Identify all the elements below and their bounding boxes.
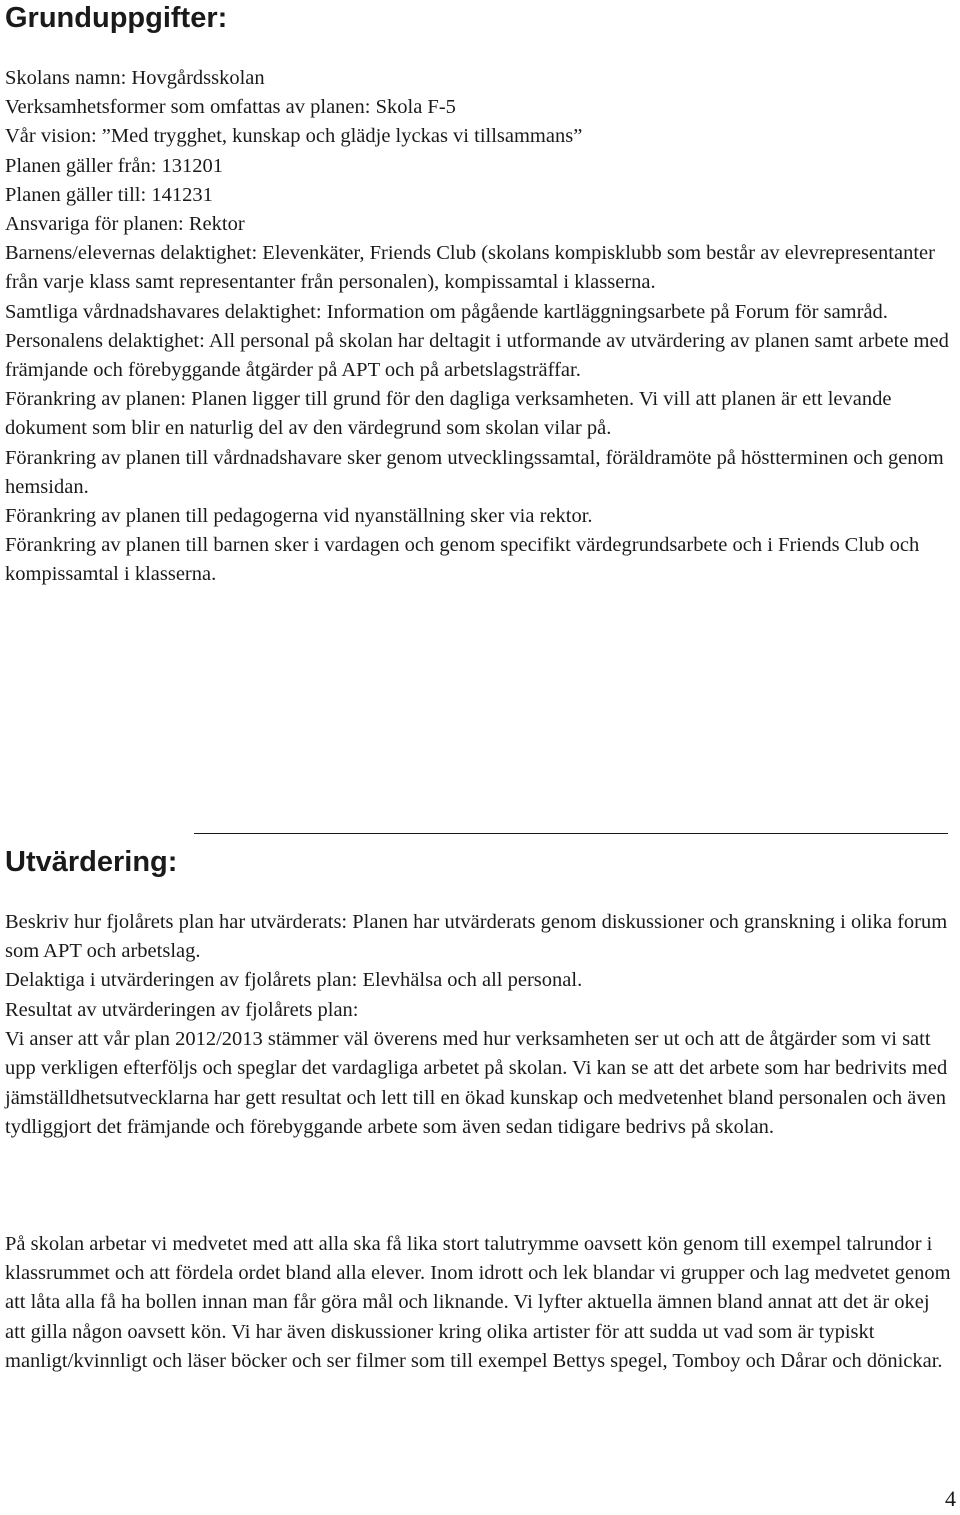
school-name-line: Skolans namn: Hovgårdsskolan <box>5 67 265 89</box>
section-heading-grunduppgifter: Grunduppgifter: <box>5 2 228 34</box>
evaluation-participants-paragraph: Delaktiga i utvärderingen av fjolårets plan: Elevhälsa och all personal. <box>5 969 583 992</box>
evaluation-result-block <box>5 996 953 1142</box>
valid-to-line: Planen gäller till: 141231 <box>5 183 213 206</box>
gender-equality-paragraph: På skolan arbetar vi medvetet med att alla ska få lika stort talutrymme oavsett kön genom till exempel talrundor i klassrummet och att fördela ordet bland alla elever. Inom idrott och lek blandar vi grupper och lag medvetet genom att låta alla få ha bollen innan man får göra mål och liknande. Vi lyfter aktuella ämnen bland annat att det är okej att gilla någon oavsett kön. Vi har även diskussioner kring olika artister för att sudda ut vad som är typiskt manligt/kvinnligt och läser böcker och ser filmer som till exempel Bettys spegel, Tomboy och Dårar och dönickar. <box>5 1233 951 1372</box>
operation-forms-line: Verksamhetsformer som omfattas av planen: Skola F-5 <box>5 96 456 119</box>
evaluation-method-paragraph: Beskriv hur fjolårets plan har utvärderats: Planen har utvärderats genom diskussioner och granskning i olika forum som APT och arbetslag. <box>5 911 948 963</box>
page-number: 4 <box>945 1486 956 1511</box>
basic-info-block <box>5 64 953 590</box>
anchoring-plan-paragraph: Förankring av planen: Planen ligger till grund för den dagliga verksamheten. Vi vill att planen är ett levande dokument som blir en naturlig del av den värdegrund som skolan vilar på. <box>5 388 892 440</box>
anchoring-teachers-paragraph: Förankring av planen till pedagogerna vid nyanställning sker via rektor. <box>5 505 593 528</box>
result-heading: Resultat av utvärderingen av fjolårets plan: <box>5 999 359 1021</box>
result-paragraph: Vi anser att vår plan 2012/2013 stämmer väl överens med hur verksamheten ser ut och att de åtgärder som vi satt upp verkligen efterföljs och speglar det vardagliga arbetet på skolan. Vi kan se att det arbete som har bedrivits med jämställdhetsutvecklarna har gett resultat och lett till en ökad kunskap och medvetenhet bland personalen och även tydliggjort det främjande och förebyggande arbete som även sedan tidigare bedrivs på skolan. <box>5 1028 948 1138</box>
responsible-line: Ansvariga för planen: Rektor <box>5 213 245 236</box>
vision-line: Vår vision: ”Med trygghet, kunskap och glädje lyckas vi tillsammans” <box>5 125 583 148</box>
anchoring-guardians-paragraph: Förankring av planen till vårdnadshavare sker genom utvecklingssamtal, föräldramöte på höstterminen och genom hemsidan. <box>5 446 944 498</box>
section-heading-utvardering: Utvärdering: <box>5 846 178 878</box>
evaluation-info-block <box>5 908 953 996</box>
staff-participation-paragraph: Personalens delaktighet: All personal på skolan har deltagit i utformande av utvärdering av planen samt arbete med främjande och förebyggande åtgärder på APT och på arbetslagsträffar. <box>5 329 949 382</box>
gender-equality-block <box>5 1230 953 1376</box>
section-divider <box>194 833 948 834</box>
guardian-participation-paragraph: Samtliga vårdnadshavares delaktighet: Information om pågående kartläggningsarbete på Forum för samråd. <box>5 300 888 323</box>
student-participation-paragraph: Barnens/elevernas delaktighet: Elevenkäter, Friends Club (skolans kompisklubb som består av elevrepresentanter från varje klass samt representanter från personalen), kompissamtal i klasserna. <box>5 242 935 294</box>
valid-from-line: Planen gäller från: 131201 <box>5 154 224 177</box>
anchoring-children-paragraph: Förankring av planen till barnen sker i vardagen och genom specifikt värdegrundsarbete och i Friends Club och kompissamtal i klasserna. <box>5 534 920 586</box>
